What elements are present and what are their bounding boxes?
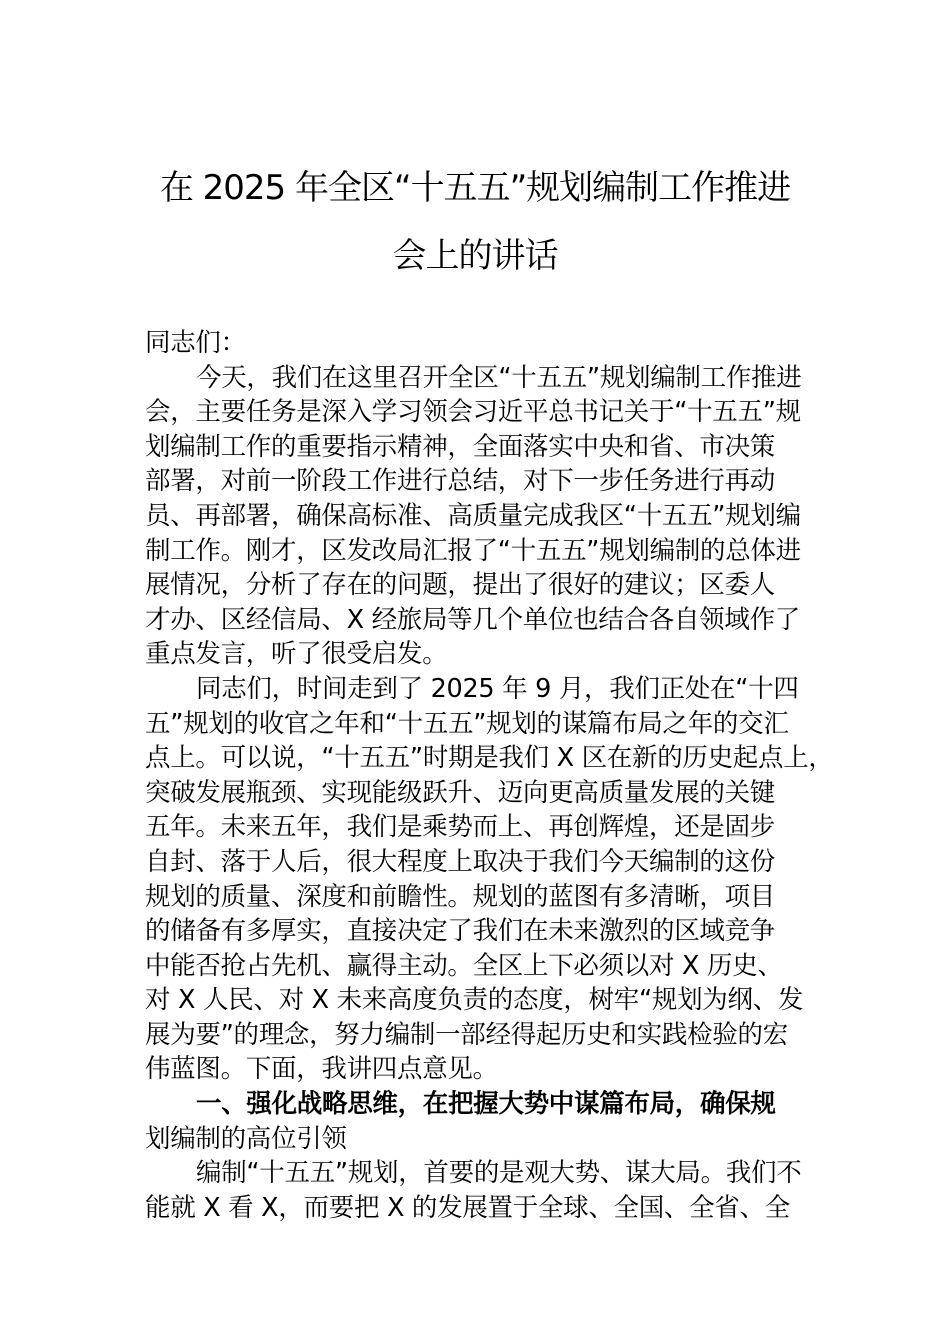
- paragraph-section-1: [145, 1156, 835, 1225]
- heading-line: 划编制的高位引领: [145, 1123, 347, 1154]
- document-body: [145, 326, 835, 1225]
- text-line: 五年。未来五年，我们是乘势而上、再创辉煌，还是固步: [145, 812, 776, 843]
- text-line: 能就 X 看 X，而要把 X 的发展置于全球、全国、全省、全: [145, 1192, 790, 1223]
- text-line: 五”规划的收官之年和“十五五”规划的谋篇布局之年的交汇: [145, 708, 789, 739]
- section-heading-1: [145, 1087, 835, 1156]
- text-line: 规划的质量、深度和前瞻性。规划的蓝图有多清晰，项目: [145, 881, 776, 912]
- text-line: 会，主要任务是深入学习领会习近平总书记关于“十五五”规: [145, 397, 801, 428]
- text-line: 员、再部署，确保高标准、高质量完成我区“十五五”规划编: [145, 500, 801, 531]
- paragraph-opening: [145, 361, 835, 672]
- text-line: 编制“十五五”规划，首要的是观大势、谋大局。我们不: [196, 1158, 802, 1189]
- text-line: 伟蓝图。下面，我讲四点意见。: [145, 1054, 498, 1085]
- text-line: 的储备有多厚实，直接决定了我们在未来激烈的区域竞争: [145, 916, 776, 947]
- document-title-line-1: 在 2025 年全区“十五五”规划编制工作推进: [159, 168, 791, 208]
- text-line: 划编制工作的重要指示精神，全面落实中央和省、市决策: [145, 431, 776, 462]
- text-line: 展为要”的理念，努力编制一部经得起历史和实践检验的宏: [145, 1019, 788, 1050]
- paragraph-context: [145, 672, 835, 1087]
- text-line: 部署，对前一阶段工作进行总结，对下一步任务进行再动: [145, 466, 776, 497]
- document-title-line-2: 会上的讲话: [392, 236, 558, 276]
- text-line: 重点发言，听了很受启发。: [145, 639, 448, 670]
- text-line: 制工作。刚才，区发改局汇报了“十五五”规划编制的总体进: [145, 535, 801, 566]
- text-line: 中能否抢占先机、赢得主动。全区上下必须以对 X 历史、: [145, 950, 783, 981]
- text-line: 自封、落于人后，很大程度上取决于我们今天编制的这份: [145, 846, 776, 877]
- text-line: 展情况，分析了存在的问题，提出了很好的建议；区委人: [145, 570, 776, 601]
- text-line: 今天，我们在这里召开全区“十五五”规划编制工作推进: [196, 362, 802, 393]
- text-line: 对 X 人民、对 X 未来高度负责的态度，树牢“规划为纲、发: [145, 985, 804, 1016]
- text-line: 才办、区经信局、X 经旅局等几个单位也结合各自领域作了: [145, 604, 800, 635]
- text-line: 同志们，时间走到了 2025 年 9 月，我们正处在“十四: [196, 673, 799, 704]
- text-line: 点上。可以说，“十五五”时期是我们 X 区在新的历史起点上，: [145, 743, 834, 774]
- text-line: 突破发展瓶颈、实现能级跃升、迈向更高质量发展的关键: [145, 777, 776, 808]
- heading-line: 一、强化战略思维，在把握大势中谋篇布局，确保规: [196, 1089, 776, 1120]
- salutation: 同志们：: [145, 328, 246, 358]
